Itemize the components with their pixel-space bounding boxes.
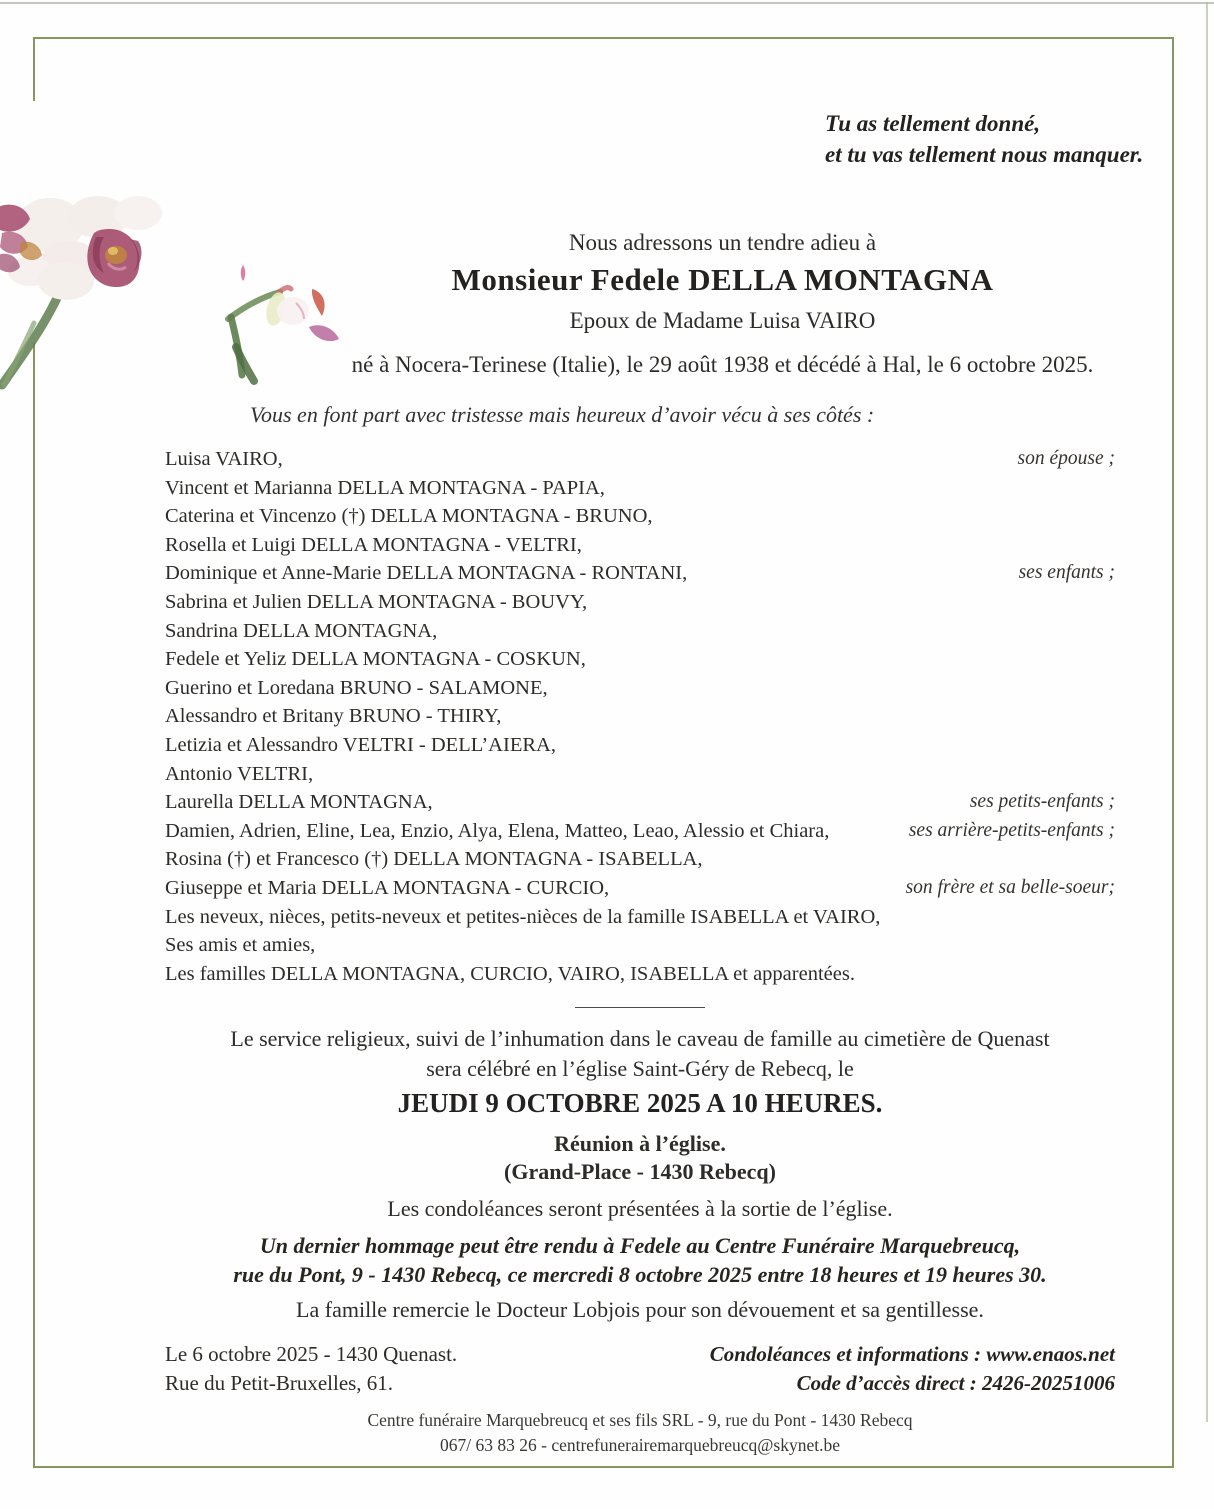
orchid-photo-icon: [0, 95, 360, 395]
family-row: [165, 674, 1115, 703]
relation-label: ses petits-enfants ;: [969, 791, 1115, 813]
family-row: [165, 502, 1115, 531]
memorial-quote: [825, 108, 1143, 170]
family-names: Rosina (†) et Francesco (†) DELLA MONTAGNA - ISABELLA,: [165, 848, 703, 871]
scan-edge-right: [1206, 2, 1208, 1422]
funeral-home-footer: [165, 1408, 1115, 1458]
family-names: Luisa VAIRO,: [165, 448, 283, 470]
quote-line-2: et tu vas tellement nous manquer.: [825, 142, 1144, 167]
family-row: [165, 960, 1115, 989]
online-info: Condoléances et informations : www.enaos.net: [709, 1342, 1115, 1366]
relation-label: son épouse ;: [1017, 448, 1115, 469]
meeting-line: Réunion à l’église.: [554, 1131, 726, 1156]
family-names: Sandrina DELLA MONTAGNA,: [165, 619, 438, 642]
issue-street: Rue du Petit-Bruxelles, 61.: [165, 1371, 394, 1395]
family-row: [165, 788, 1115, 817]
spouse-line: Epoux de Madame Luisa VAIRO: [569, 308, 876, 333]
family-row: [165, 760, 1115, 789]
family-row: [165, 817, 1115, 846]
issue-date-place: Le 6 octobre 2025 - 1430 Quenast.: [165, 1342, 458, 1366]
issue-address-block: [165, 1340, 457, 1398]
online-condolences-block: [710, 1340, 1115, 1398]
relation-label: ses enfants ;: [1018, 562, 1115, 584]
service-datetime: JEUDI 9 OCTOBRE 2025 A 10 HEURES.: [397, 1088, 883, 1118]
thanks-line: La famille remercie le Docteur Lobjois pour son dévouement et sa gentillesse.: [296, 1297, 984, 1322]
family-row: [165, 617, 1115, 646]
family-names: Caterina et Vincenzo (†) DELLA MONTAGNA - BRUNO,: [165, 505, 653, 528]
meeting-place: (Grand-Place - 1430 Rebecq): [504, 1159, 776, 1184]
family-names: Antonio VELTRI,: [165, 762, 314, 785]
family-row: [165, 845, 1115, 874]
viewing-line-2: rue du Pont, 9 - 1430 Rebecq, ce mercredi 8 octobre 2025 entre 18 heures et 19 heures 30.: [233, 1262, 1047, 1287]
deceased-name: Monsieur Fedele DELLA MONTAGNA: [451, 262, 994, 297]
scan-edge-top: [0, 2, 1214, 4]
family-row: [165, 931, 1115, 960]
family-list: [165, 445, 1115, 988]
family-names: Rosella et Luigi DELLA MONTAGNA - VELTRI,: [165, 533, 582, 556]
funeral-home-contact: 067/ 63 83 26 - centrefunerairemarquebreucq@skynet.be: [440, 1435, 840, 1455]
family-row: [165, 474, 1115, 503]
family-names: Laurella DELLA MONTAGNA,: [165, 791, 433, 814]
family-row: [165, 445, 1115, 474]
family-names: Damien, Adrien, Eline, Lea, Enzio, Alya, Elena, Matteo, Leao, Alessio et Chiara,: [165, 819, 830, 842]
family-row: [165, 645, 1115, 674]
farewell-intro: Nous adressons un tendre adieu à: [568, 230, 877, 255]
family-names: Dominique et Anne-Marie DELLA MONTAGNA - RONTANI,: [165, 562, 688, 585]
quote-line-1: Tu as tellement donné,: [825, 111, 1041, 136]
service-line-2: sera célébré en l’église Saint-Géry de Rebecq, le: [426, 1056, 854, 1081]
funeral-home-address: Centre funéraire Marquebreucq et ses fils SRL - 9, rue du Pont - 1430 Rebecq: [367, 1410, 913, 1430]
service-line-1: Le service religieux, suivi de l’inhumation dans le caveau de famille au cimetière de Quenast: [230, 1026, 1050, 1051]
announcement-intro: Vous en font part avec tristesse mais heureux d’avoir vécu à ses côtés :: [250, 402, 875, 427]
section-divider: [575, 1007, 705, 1008]
condolences-line: Les condoléances seront présentées à la sortie de l’église.: [387, 1196, 893, 1221]
family-names: Letizia et Alessandro VELTRI - DELL’AIERA,: [165, 733, 556, 756]
relation-label: ses arrière-petits-enfants ;: [908, 819, 1115, 841]
family-names: Vincent et Marianna DELLA MONTAGNA - PAPIA,: [165, 476, 605, 499]
family-names: Les familles DELLA MONTAGNA, CURCIO, VAIRO, ISABELLA et apparentées.: [165, 962, 855, 985]
family-names: Sabrina et Julien DELLA MONTAGNA - BOUVY,: [165, 590, 588, 613]
access-code: Code d’accès direct : 2426-20251006: [796, 1371, 1115, 1395]
issue-info: [165, 1340, 1115, 1398]
family-row: [165, 874, 1115, 903]
family-names: Fedele et Yeliz DELLA MONTAGNA - COSKUN,: [165, 648, 586, 671]
family-names: Alessandro et Britany BRUNO - THIRY,: [165, 705, 502, 728]
life-dates: né à Nocera-Terinese (Italie), le 29 août 1938 et décédé à Hal, le 6 octobre 2025.: [351, 352, 1094, 377]
family-row: [165, 531, 1115, 560]
family-names: Les neveux, nièces, petits-neveux et petites-nièces de la famille ISABELLA et VAIRO,: [165, 905, 881, 928]
family-row: [165, 559, 1115, 588]
family-names: Guerino et Loredana BRUNO - SALAMONE,: [165, 676, 548, 699]
family-row: [165, 588, 1115, 617]
family-row: [165, 903, 1115, 932]
family-names: Ses amis et amies,: [165, 934, 316, 957]
viewing-line-1: Un dernier hommage peut être rendu à Fedele au Centre Funéraire Marquebreucq,: [259, 1233, 1021, 1258]
family-row: [165, 731, 1115, 760]
family-row: [165, 702, 1115, 731]
family-names: Giuseppe et Maria DELLA MONTAGNA - CURCIO,: [165, 876, 610, 899]
relation-label: son frère et sa belle-soeur;: [905, 876, 1115, 898]
